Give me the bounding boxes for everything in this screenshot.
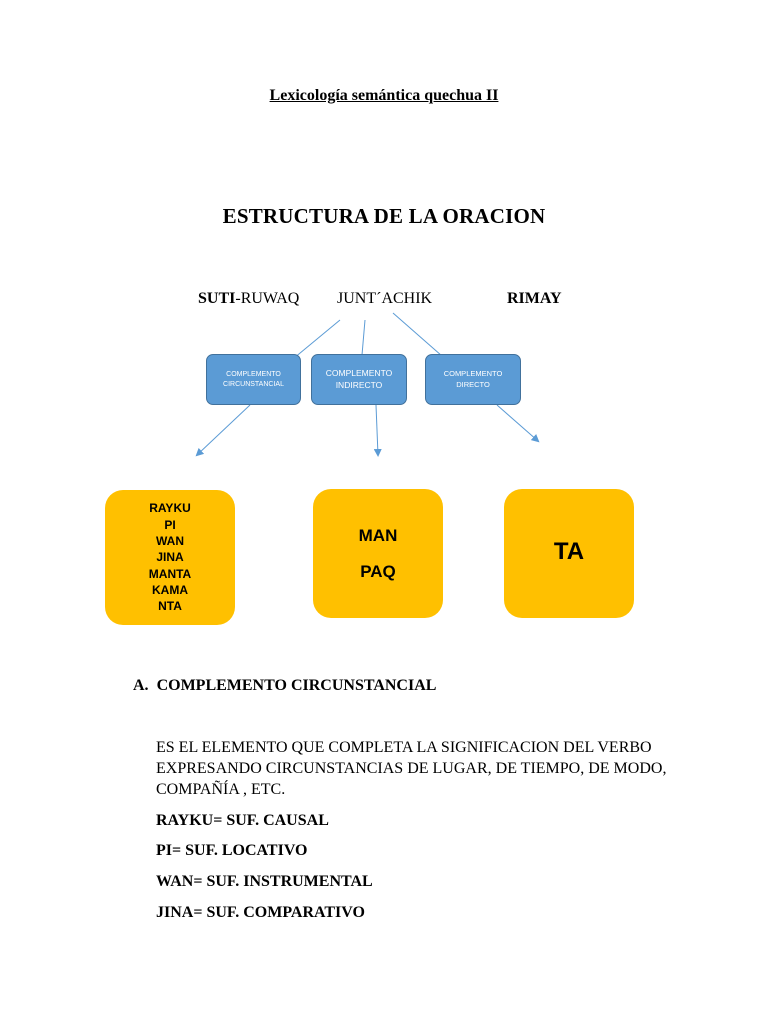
juntachik-label: JUNT´ACHIK <box>337 290 433 307</box>
complement-line-2: DIRECTO <box>456 379 490 389</box>
directo-suffix-box <box>504 489 634 618</box>
suffix-definition: WAN= SUF. INSTRUMENTAL <box>156 873 373 890</box>
complemento-indirecto-box <box>311 354 407 405</box>
suffix-item: KAMA <box>152 582 188 597</box>
complemento-directo-box <box>425 354 521 405</box>
suffix-item: PI <box>164 517 176 532</box>
definition-paragraph: ES EL ELEMENTO QUE COMPLETA LA SIGNIFICACION DEL VERBO EXPRESANDO CIRCUNSTANCIAS DE LUGAR, DE TIEMPO, DE MODO, COMPAÑÍA , ETC. <box>156 739 667 798</box>
suffix-definition: PI= SUF. LOCATIVO <box>156 842 308 859</box>
suffix-item: WAN <box>156 534 184 549</box>
suffix-definition: JINA= SUF. COMPARATIVO <box>156 904 365 921</box>
suffix-item: MAN <box>358 525 398 545</box>
arrow-to-circunstancial <box>197 405 250 455</box>
document-title: Lexicología semántica quechua II <box>269 87 499 104</box>
complement-line-2: CIRCUNSTANCIAL <box>223 380 284 388</box>
section-a-title: COMPLEMENTO CIRCUNSTANCIAL <box>156 677 437 694</box>
arrow-to-indirecto <box>376 405 378 455</box>
complement-line-1: COMPLEMENTO <box>443 369 503 379</box>
suti-bold-text: SUTI <box>198 290 236 307</box>
complement-line-1: COMPLEMENTO <box>226 371 281 379</box>
suffix-item: MANTA <box>148 566 192 581</box>
ruwaq-text: -RUWAQ <box>235 290 300 307</box>
complemento-circunstancial-box <box>206 354 301 405</box>
suffix-item: JINA <box>156 550 184 565</box>
section-heading: ESTRUCTURA DE LA ORACION <box>222 204 546 228</box>
suffix-definition: RAYKU= SUF. CAUSAL <box>156 812 329 829</box>
suffix-item: PAQ <box>360 561 396 581</box>
connector-line-middle <box>362 320 365 355</box>
suffix-item: NTA <box>158 599 182 614</box>
arrow-to-directo <box>497 405 538 441</box>
indirecto-suffix-box <box>313 489 443 618</box>
circunstancial-suffix-box <box>105 490 235 625</box>
section-a-marker: A. <box>133 677 149 694</box>
suffix-item: RAYKU <box>149 501 191 516</box>
section-a-heading <box>133 677 436 695</box>
complement-line-2: INDIRECTO <box>335 379 383 390</box>
complement-line-1: COMPLEMENTO <box>325 368 393 379</box>
connector-line-right <box>393 313 442 356</box>
rimay-label: RIMAY <box>507 290 562 307</box>
suffix-item: TA <box>553 537 585 565</box>
